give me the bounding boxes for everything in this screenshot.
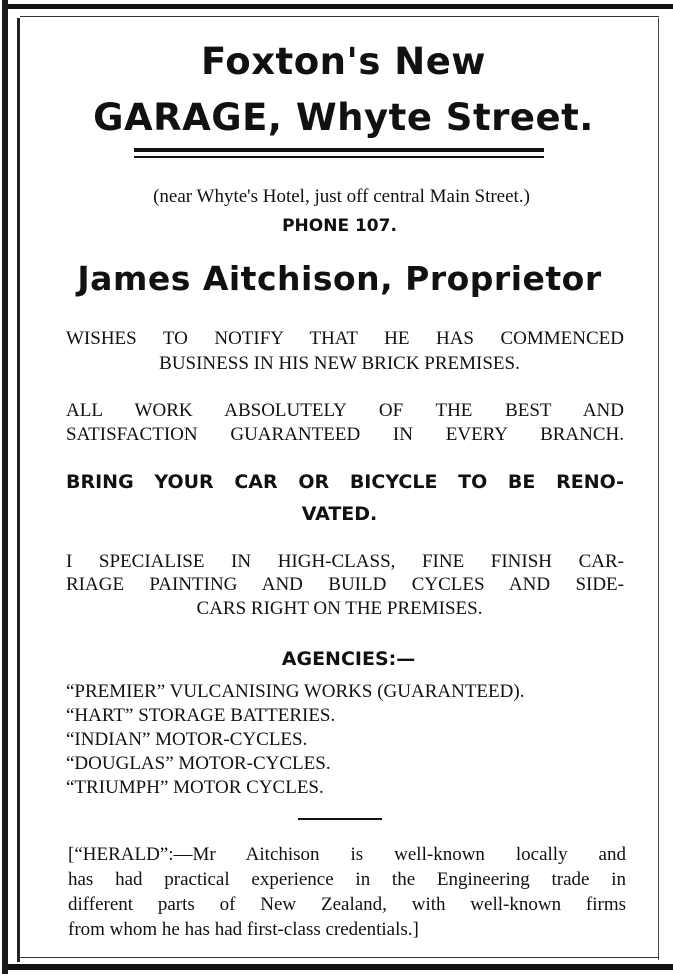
agencies-rule: [298, 818, 382, 820]
herald-line-3: different parts of New Zealand, with well-known firms: [68, 894, 626, 915]
specialise-line-3: CARS RIGHT ON THE PREMISES.: [196, 598, 483, 619]
agency-item: “DOUGLAS” MOTOR-CYCLES.: [66, 753, 331, 774]
border-left-inner: [17, 18, 20, 962]
border-bottom-thin: [20, 957, 659, 958]
agency-item: “HART” STORAGE BATTERIES.: [66, 705, 336, 726]
renovate-paragraph: [66, 471, 624, 493]
border-left-thick: [2, 0, 8, 974]
border-top-thin: [20, 16, 659, 17]
headline-rule-thin: [134, 156, 544, 158]
agencies-list: [66, 680, 524, 800]
herald-line-1: [“HERALD”:—Mr Aitchison is well-known locally and: [68, 844, 626, 865]
quality-paragraph: [66, 400, 624, 446]
headline-line-1: Foxton's New: [201, 40, 486, 83]
location-note: (near Whyte's Hotel, just off central Main Street.): [153, 186, 530, 207]
specialise-paragraph: [66, 551, 624, 596]
renovate-line-1: BRING YOUR CAR OR BICYCLE TO BE RENO-: [66, 471, 624, 493]
herald-line-4: from whom he has had first-class credentials.]: [68, 919, 419, 940]
border-right: [658, 18, 659, 960]
specialise-line-2: RIAGE PAINTING AND BUILD CYCLES AND SIDE-: [66, 574, 624, 595]
agencies-heading: AGENCIES:—: [281, 648, 416, 670]
headline-rule-thick: [134, 148, 544, 152]
agency-item: “PREMIER” VULCANISING WORKS (GUARANTEED).: [66, 681, 525, 702]
notify-line-1: WISHES TO NOTIFY THAT HE HAS COMMENCED: [66, 328, 624, 349]
border-top-thick: [8, 4, 673, 9]
renovate-line-2: VATED.: [301, 503, 378, 525]
specialise-line-1: I SPECIALISE IN HIGH-CLASS, FINE FINISH CAR-: [66, 551, 624, 572]
agency-item: “TRIUMPH” MOTOR CYCLES.: [66, 777, 324, 798]
notify-paragraph: [66, 328, 624, 350]
phone-number: PHONE 107.: [282, 216, 397, 236]
headline-line-2: GARAGE, Whyte Street.: [93, 96, 594, 139]
herald-line-2: has had practical experience in the Engineering trade in: [68, 869, 626, 890]
quality-line-2: SATISFACTION GUARANTEED IN EVERY BRANCH.: [66, 424, 624, 445]
notify-line-2: BUSINESS IN HIS NEW BRICK PREMISES.: [159, 353, 520, 374]
quality-line-1: ALL WORK ABSOLUTELY OF THE BEST AND: [66, 400, 624, 421]
agency-item: “INDIAN” MOTOR-CYCLES.: [66, 729, 308, 750]
proprietor-name: James Aitchison, Proprietor: [77, 259, 602, 298]
herald-note: [68, 842, 626, 942]
border-bottom-thick: [8, 964, 673, 970]
